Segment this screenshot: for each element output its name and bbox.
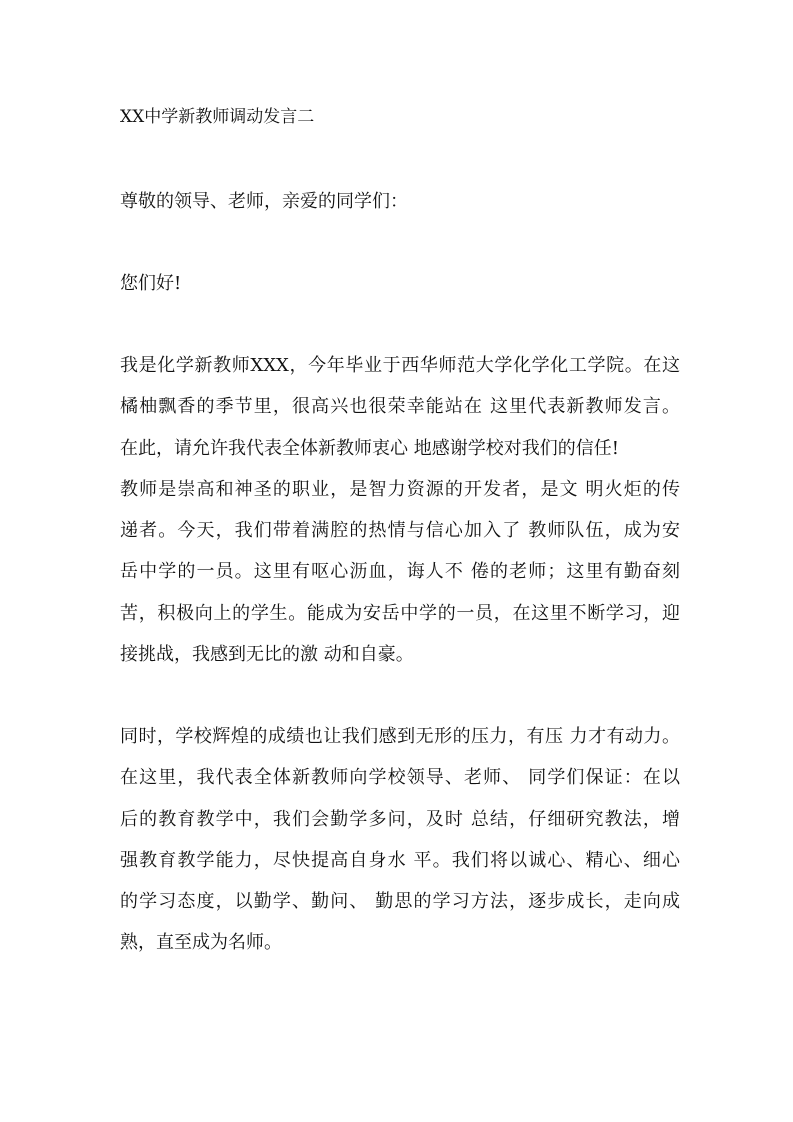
- paragraph-line: 橘柚飘香的季节里，很高兴也很荣幸能站在 这里代表新教师发言。: [120, 396, 680, 417]
- paragraph-line: 岳中学的一员。这里有呕心沥血，诲人不 倦的老师；这里有勤奋刻: [120, 561, 680, 582]
- salutation-line: 您们好!: [120, 273, 182, 294]
- paragraph-line: 强教育教学能力，尽快提高自身水 平。我们将以诚心、精心、细心: [120, 850, 680, 871]
- paragraph-line: 熟，直至成为名师。: [120, 932, 282, 953]
- paragraph-line: 苦，积极向上的学生。能成为安岳中学的一员，在这里不断学习，迎: [120, 603, 680, 624]
- paragraph-line: 接挑战，我感到无比的激 动和自豪。: [120, 644, 414, 665]
- greeting-line: 尊敬的领导、老师，亲爱的同学们：: [120, 191, 408, 212]
- paragraph-line: 后的教育教学中，我们会勤学多问，及时 总结，仔细研究教法，增: [120, 809, 680, 830]
- paragraph-line: 同时，学校辉煌的成绩也让我们感到无形的压力，有压 力才有动力。: [120, 726, 680, 747]
- paragraph-line: 在这里，我代表全体新教师向学校领导、老师、 同学们保证：在以: [120, 767, 680, 788]
- document-title: XX中学新教师调动发言二: [120, 107, 315, 127]
- paragraph-line: 的学习态度，以勤学、勤问、 勤思的学习方法，逐步成长，走向成: [120, 891, 680, 912]
- paragraph-line: 我是化学新教师XXX，今年毕业于西华师范大学化学化工学院。在这: [120, 355, 680, 376]
- paragraph-line: 教师是崇高和神圣的职业，是智力资源的开发者，是文 明火炬的传: [120, 479, 680, 500]
- paragraph-line: 递者。今天，我们带着满腔的热情与信心加入了 教师队伍，成为安: [120, 520, 680, 541]
- paragraph-line: 在此，请允许我代表全体新教师衷心 地感谢学校对我们的信任!: [120, 438, 619, 459]
